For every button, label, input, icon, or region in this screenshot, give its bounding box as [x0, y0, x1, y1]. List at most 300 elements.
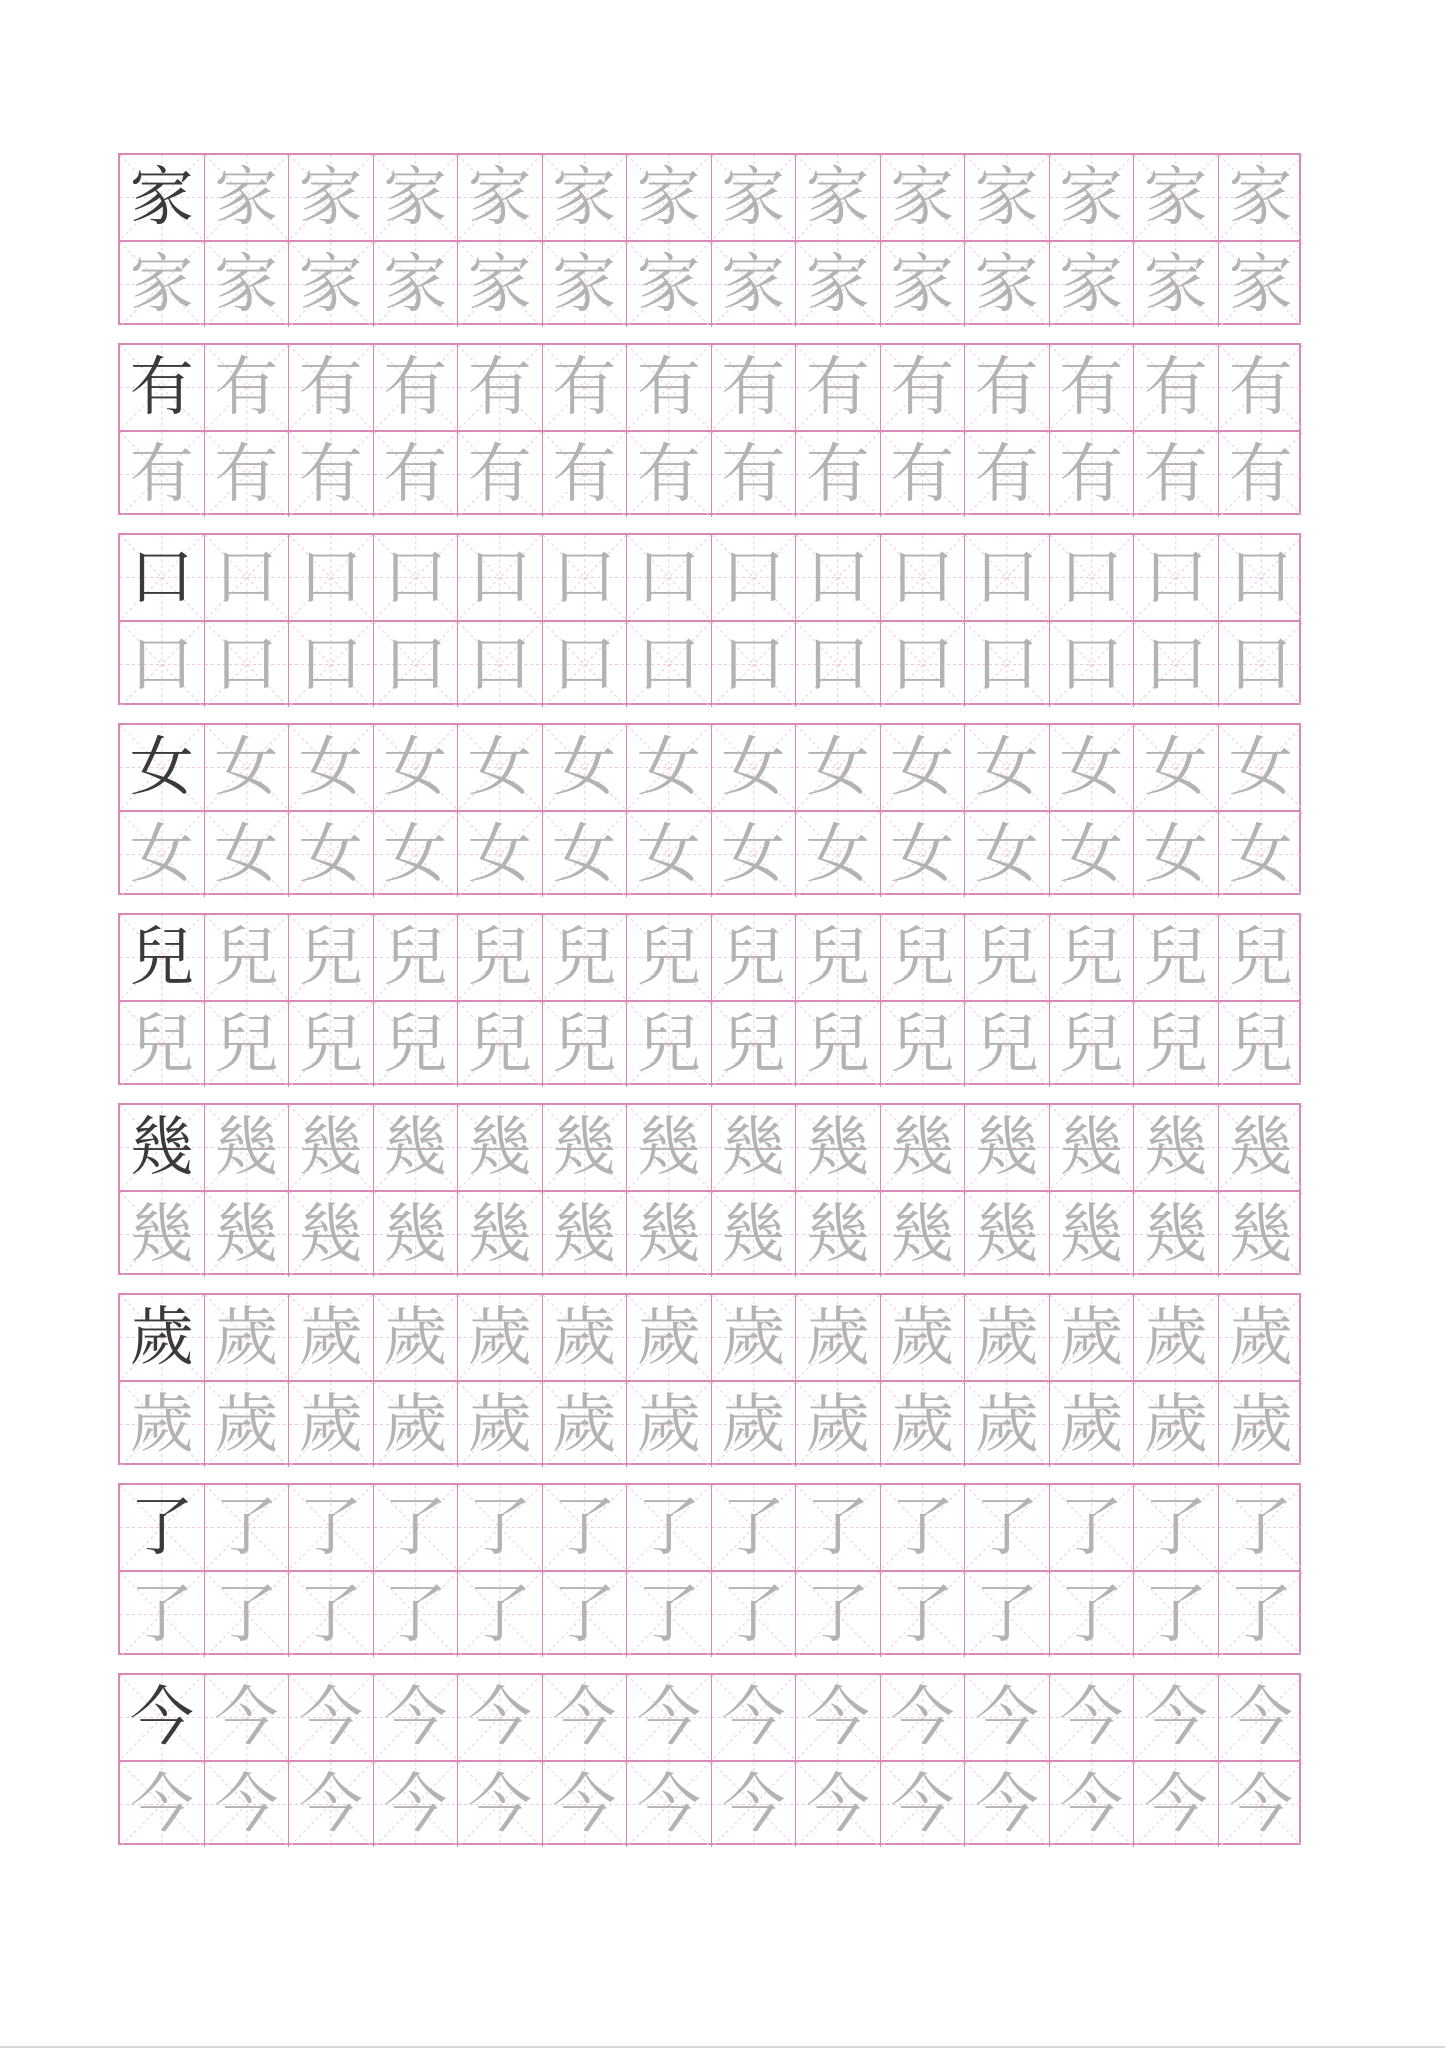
practice-cell[interactable] — [1219, 1485, 1304, 1570]
practice-cell[interactable] — [289, 1382, 374, 1467]
practice-cell[interactable] — [458, 1572, 543, 1657]
practice-cell[interactable] — [205, 812, 290, 897]
practice-cell[interactable] — [458, 1762, 543, 1847]
practice-cell[interactable] — [1219, 1572, 1304, 1657]
practice-cell[interactable] — [120, 1382, 205, 1467]
practice-cell[interactable] — [374, 535, 459, 620]
practice-cell[interactable] — [374, 812, 459, 897]
trace-character: 歲 — [129, 1387, 194, 1462]
trace-character: 歲 — [890, 1300, 955, 1375]
practice-cell[interactable] — [1219, 622, 1304, 707]
practice-cell[interactable] — [712, 432, 797, 517]
practice-cell[interactable] — [712, 622, 797, 707]
practice-cell[interactable] — [1219, 155, 1304, 240]
trace-character: 口 — [974, 540, 1039, 615]
practice-cell[interactable] — [627, 1572, 712, 1657]
practice-cell[interactable] — [289, 242, 374, 327]
practice-cell[interactable] — [712, 1002, 797, 1087]
practice-cell[interactable] — [712, 1192, 797, 1277]
practice-cell[interactable] — [881, 622, 966, 707]
practice-cell[interactable] — [458, 1675, 543, 1760]
practice-cell[interactable] — [458, 155, 543, 240]
practice-cell[interactable] — [796, 1762, 881, 1847]
practice-row — [120, 240, 1299, 327]
practice-cell[interactable] — [1134, 1295, 1219, 1380]
practice-cell[interactable] — [627, 1675, 712, 1760]
practice-cell[interactable] — [289, 1485, 374, 1570]
practice-cell[interactable] — [120, 1485, 205, 1570]
trace-character: 了 — [467, 1490, 532, 1565]
practice-cell[interactable] — [1050, 725, 1135, 810]
practice-cell[interactable] — [120, 242, 205, 327]
trace-character: 歲 — [721, 1300, 786, 1375]
practice-cell[interactable] — [965, 1382, 1050, 1467]
trace-character: 兒 — [214, 1007, 279, 1082]
practice-cell[interactable] — [1050, 535, 1135, 620]
trace-character: 家 — [298, 247, 363, 322]
practice-cell[interactable] — [458, 1382, 543, 1467]
practice-cell[interactable] — [712, 1762, 797, 1847]
practice-cell[interactable] — [965, 155, 1050, 240]
practice-cell[interactable] — [1219, 535, 1304, 620]
trace-character: 幾 — [552, 1197, 617, 1272]
practice-cell[interactable] — [965, 535, 1050, 620]
practice-cell[interactable] — [120, 725, 205, 810]
practice-cell[interactable] — [796, 1382, 881, 1467]
practice-cell[interactable] — [289, 1105, 374, 1190]
trace-character: 家 — [805, 160, 870, 235]
character-block — [118, 533, 1301, 705]
practice-cell[interactable] — [627, 915, 712, 1000]
practice-cell[interactable] — [543, 1675, 628, 1760]
practice-cell[interactable] — [881, 155, 966, 240]
trace-character: 口 — [467, 540, 532, 615]
practice-cell[interactable] — [1050, 1485, 1135, 1570]
practice-cell[interactable] — [289, 725, 374, 810]
practice-cell[interactable] — [627, 1002, 712, 1087]
practice-cell[interactable] — [120, 1762, 205, 1847]
practice-cell[interactable] — [1050, 812, 1135, 897]
practice-cell[interactable] — [1134, 1572, 1219, 1657]
practice-cell[interactable] — [374, 1002, 459, 1087]
practice-cell[interactable] — [289, 535, 374, 620]
practice-cell[interactable] — [712, 1382, 797, 1467]
practice-cell[interactable] — [120, 432, 205, 517]
practice-cell[interactable] — [1219, 915, 1304, 1000]
practice-cell[interactable] — [796, 535, 881, 620]
practice-cell[interactable] — [205, 242, 290, 327]
practice-cell[interactable] — [120, 1572, 205, 1657]
practice-cell[interactable] — [1134, 535, 1219, 620]
practice-cell[interactable] — [205, 432, 290, 517]
trace-character: 今 — [467, 1680, 532, 1755]
practice-cell[interactable] — [289, 345, 374, 430]
practice-cell[interactable] — [881, 535, 966, 620]
trace-character: 了 — [974, 1490, 1039, 1565]
practice-cell[interactable] — [712, 242, 797, 327]
practice-cell[interactable] — [1050, 1675, 1135, 1760]
practice-cell[interactable] — [205, 155, 290, 240]
trace-character: 女 — [467, 817, 532, 892]
practice-cell[interactable] — [1134, 1675, 1219, 1760]
practice-cell[interactable] — [120, 535, 205, 620]
practice-cell[interactable] — [1050, 1295, 1135, 1380]
practice-cell[interactable] — [627, 155, 712, 240]
trace-character: 兒 — [805, 920, 870, 995]
practice-cell[interactable] — [1134, 345, 1219, 430]
practice-cell[interactable] — [458, 812, 543, 897]
practice-cell[interactable] — [627, 622, 712, 707]
practice-cell[interactable] — [374, 155, 459, 240]
practice-cell[interactable] — [1050, 155, 1135, 240]
practice-cell[interactable] — [965, 1675, 1050, 1760]
practice-cell[interactable] — [881, 915, 966, 1000]
practice-cell[interactable] — [458, 725, 543, 810]
practice-cell[interactable] — [1219, 1762, 1304, 1847]
practice-cell[interactable] — [965, 1762, 1050, 1847]
practice-cell[interactable] — [712, 345, 797, 430]
practice-cell[interactable] — [543, 622, 628, 707]
practice-cell[interactable] — [712, 1105, 797, 1190]
practice-cell[interactable] — [543, 1002, 628, 1087]
practice-cell[interactable] — [205, 1762, 290, 1847]
practice-cell[interactable] — [881, 725, 966, 810]
practice-cell[interactable] — [1050, 1382, 1135, 1467]
practice-cell[interactable] — [712, 1485, 797, 1570]
practice-cell[interactable] — [1050, 1762, 1135, 1847]
practice-cell[interactable] — [1219, 1675, 1304, 1760]
practice-cell[interactable] — [543, 1382, 628, 1467]
practice-cell[interactable] — [1134, 1762, 1219, 1847]
trace-character: 了 — [214, 1490, 279, 1565]
practice-cell[interactable] — [796, 432, 881, 517]
practice-cell[interactable] — [965, 725, 1050, 810]
practice-cell[interactable] — [289, 1572, 374, 1657]
practice-cell[interactable] — [881, 345, 966, 430]
trace-character: 有 — [467, 350, 532, 425]
practice-cell[interactable] — [1219, 345, 1304, 430]
practice-cell[interactable] — [543, 1572, 628, 1657]
practice-cell[interactable] — [543, 1762, 628, 1847]
practice-cell[interactable] — [965, 1572, 1050, 1657]
practice-cell[interactable] — [374, 622, 459, 707]
practice-cell[interactable] — [712, 915, 797, 1000]
practice-cell[interactable] — [458, 1295, 543, 1380]
practice-cell[interactable] — [120, 345, 205, 430]
model-character: 口 — [129, 540, 194, 615]
trace-character: 歲 — [298, 1300, 363, 1375]
practice-cell[interactable] — [374, 1485, 459, 1570]
practice-cell[interactable] — [881, 1295, 966, 1380]
practice-cell[interactable] — [796, 1105, 881, 1190]
practice-cell[interactable] — [205, 1675, 290, 1760]
practice-cell[interactable] — [205, 1572, 290, 1657]
practice-cell[interactable] — [627, 1295, 712, 1380]
practice-cell[interactable] — [374, 432, 459, 517]
practice-cell[interactable] — [374, 1762, 459, 1847]
practice-cell[interactable] — [965, 1192, 1050, 1277]
practice-cell[interactable] — [796, 622, 881, 707]
practice-cell[interactable] — [374, 725, 459, 810]
practice-cell[interactable] — [796, 1485, 881, 1570]
practice-cell[interactable] — [120, 1192, 205, 1277]
practice-cell[interactable] — [965, 1485, 1050, 1570]
practice-cell[interactable] — [881, 1675, 966, 1760]
practice-cell[interactable] — [374, 1295, 459, 1380]
practice-cell[interactable] — [796, 812, 881, 897]
practice-cell[interactable] — [881, 1002, 966, 1087]
practice-cell[interactable] — [881, 1485, 966, 1570]
practice-cell[interactable] — [205, 1192, 290, 1277]
practice-cell[interactable] — [543, 432, 628, 517]
practice-cell[interactable] — [543, 1105, 628, 1190]
practice-cell[interactable] — [1219, 242, 1304, 327]
practice-cell[interactable] — [543, 242, 628, 327]
practice-cell[interactable] — [205, 1382, 290, 1467]
practice-cell[interactable] — [796, 1295, 881, 1380]
practice-cell[interactable] — [120, 1105, 205, 1190]
trace-character: 口 — [721, 627, 786, 702]
practice-cell[interactable] — [205, 1295, 290, 1380]
practice-cell[interactable] — [458, 432, 543, 517]
practice-cell[interactable] — [965, 622, 1050, 707]
practice-cell[interactable] — [1219, 432, 1304, 517]
practice-cell[interactable] — [1219, 1295, 1304, 1380]
practice-cell[interactable] — [1050, 242, 1135, 327]
practice-cell[interactable] — [627, 725, 712, 810]
practice-cell[interactable] — [374, 1105, 459, 1190]
practice-cell[interactable] — [1050, 1002, 1135, 1087]
trace-character: 今 — [1228, 1680, 1293, 1755]
practice-cell[interactable] — [458, 535, 543, 620]
practice-cell[interactable] — [1134, 622, 1219, 707]
practice-cell[interactable] — [712, 725, 797, 810]
practice-cell[interactable] — [1219, 812, 1304, 897]
practice-cell[interactable] — [712, 812, 797, 897]
practice-cell[interactable] — [458, 622, 543, 707]
practice-cell[interactable] — [796, 915, 881, 1000]
trace-character: 女 — [805, 817, 870, 892]
trace-character: 今 — [974, 1680, 1039, 1755]
practice-cell[interactable] — [289, 812, 374, 897]
trace-character: 家 — [467, 247, 532, 322]
practice-cell[interactable] — [205, 622, 290, 707]
practice-cell[interactable] — [543, 155, 628, 240]
practice-row — [120, 1675, 1299, 1760]
practice-cell[interactable] — [1219, 1002, 1304, 1087]
practice-cell[interactable] — [374, 1675, 459, 1760]
practice-cell[interactable] — [374, 915, 459, 1000]
practice-cell[interactable] — [796, 1002, 881, 1087]
practice-cell[interactable] — [881, 242, 966, 327]
model-character: 了 — [129, 1490, 194, 1565]
practice-cell[interactable] — [289, 915, 374, 1000]
practice-cell[interactable] — [712, 1295, 797, 1380]
practice-cell[interactable] — [796, 345, 881, 430]
practice-cell[interactable] — [881, 1382, 966, 1467]
practice-cell[interactable] — [458, 1192, 543, 1277]
trace-character: 歲 — [298, 1387, 363, 1462]
practice-cell[interactable] — [627, 812, 712, 897]
practice-cell[interactable] — [1219, 1105, 1304, 1190]
practice-cell[interactable] — [965, 242, 1050, 327]
practice-cell[interactable] — [1134, 1105, 1219, 1190]
practice-cell[interactable] — [289, 622, 374, 707]
practice-cell[interactable] — [543, 725, 628, 810]
practice-cell[interactable] — [458, 242, 543, 327]
practice-cell[interactable] — [205, 345, 290, 430]
practice-cell[interactable] — [120, 812, 205, 897]
practice-cell[interactable] — [627, 242, 712, 327]
practice-row — [120, 1295, 1299, 1380]
practice-cell[interactable] — [120, 1295, 205, 1380]
practice-cell[interactable] — [1050, 1572, 1135, 1657]
trace-character: 幾 — [636, 1110, 701, 1185]
practice-cell[interactable] — [1050, 1192, 1135, 1277]
practice-cell[interactable] — [796, 1675, 881, 1760]
practice-cell[interactable] — [120, 1002, 205, 1087]
practice-cell[interactable] — [458, 345, 543, 430]
practice-cell[interactable] — [543, 1485, 628, 1570]
trace-character: 幾 — [1228, 1197, 1293, 1272]
practice-cell[interactable] — [881, 1192, 966, 1277]
practice-cell[interactable] — [1050, 622, 1135, 707]
practice-cell[interactable] — [205, 1002, 290, 1087]
practice-cell[interactable] — [289, 1675, 374, 1760]
trace-character: 幾 — [1228, 1110, 1293, 1185]
practice-cell[interactable] — [1134, 1192, 1219, 1277]
practice-cell[interactable] — [881, 1762, 966, 1847]
practice-cell[interactable] — [1050, 345, 1135, 430]
practice-cell[interactable] — [627, 1762, 712, 1847]
practice-cell[interactable] — [627, 345, 712, 430]
practice-cell[interactable] — [796, 1572, 881, 1657]
practice-cell[interactable] — [374, 345, 459, 430]
trace-character: 今 — [890, 1680, 955, 1755]
practice-cell[interactable] — [1134, 155, 1219, 240]
practice-cell[interactable] — [1134, 915, 1219, 1000]
trace-character: 歲 — [552, 1300, 617, 1375]
practice-cell[interactable] — [965, 345, 1050, 430]
practice-cell[interactable] — [543, 1192, 628, 1277]
practice-cell[interactable] — [796, 725, 881, 810]
practice-cell[interactable] — [289, 432, 374, 517]
practice-cell[interactable] — [796, 155, 881, 240]
practice-cell[interactable] — [712, 535, 797, 620]
practice-cell[interactable] — [627, 1192, 712, 1277]
practice-cell[interactable] — [289, 1192, 374, 1277]
practice-cell[interactable] — [205, 725, 290, 810]
trace-character: 女 — [636, 817, 701, 892]
practice-cell[interactable] — [1134, 812, 1219, 897]
trace-character: 兒 — [298, 920, 363, 995]
practice-cell[interactable] — [1134, 725, 1219, 810]
practice-cell[interactable] — [543, 915, 628, 1000]
practice-cell[interactable] — [1134, 1382, 1219, 1467]
trace-character: 歲 — [1143, 1387, 1208, 1462]
practice-cell[interactable] — [458, 1105, 543, 1190]
practice-cell[interactable] — [1219, 725, 1304, 810]
practice-cell[interactable] — [289, 1295, 374, 1380]
practice-cell[interactable] — [627, 1485, 712, 1570]
practice-cell[interactable] — [543, 345, 628, 430]
practice-cell[interactable] — [543, 535, 628, 620]
practice-cell[interactable] — [458, 915, 543, 1000]
practice-row — [120, 725, 1299, 810]
practice-cell[interactable] — [1050, 1105, 1135, 1190]
practice-cell[interactable] — [543, 1295, 628, 1380]
practice-cell[interactable] — [120, 915, 205, 1000]
practice-cell[interactable] — [120, 155, 205, 240]
trace-character: 幾 — [1059, 1197, 1124, 1272]
practice-cell[interactable] — [627, 1382, 712, 1467]
practice-cell[interactable] — [712, 1675, 797, 1760]
practice-cell[interactable] — [881, 1105, 966, 1190]
practice-cell[interactable] — [1050, 915, 1135, 1000]
practice-cell[interactable] — [205, 1105, 290, 1190]
practice-cell[interactable] — [374, 1192, 459, 1277]
practice-cell[interactable] — [458, 1485, 543, 1570]
practice-cell[interactable] — [1219, 1192, 1304, 1277]
practice-cell[interactable] — [965, 812, 1050, 897]
practice-cell[interactable] — [881, 812, 966, 897]
practice-cell[interactable] — [120, 1675, 205, 1760]
trace-character: 了 — [298, 1577, 363, 1652]
practice-cell[interactable] — [965, 915, 1050, 1000]
practice-cell[interactable] — [796, 242, 881, 327]
trace-character: 今 — [1228, 1767, 1293, 1842]
practice-cell[interactable] — [374, 1382, 459, 1467]
practice-cell[interactable] — [289, 1762, 374, 1847]
trace-character: 家 — [1228, 247, 1293, 322]
practice-cell[interactable] — [458, 1002, 543, 1087]
practice-cell[interactable] — [205, 1485, 290, 1570]
practice-cell[interactable] — [205, 535, 290, 620]
trace-character: 幾 — [467, 1110, 532, 1185]
practice-cell[interactable] — [1134, 1485, 1219, 1570]
trace-character: 今 — [636, 1767, 701, 1842]
practice-cell[interactable] — [543, 812, 628, 897]
practice-cell[interactable] — [1134, 1002, 1219, 1087]
practice-cell[interactable] — [374, 1572, 459, 1657]
trace-character: 兒 — [467, 920, 532, 995]
practice-cell[interactable] — [1134, 242, 1219, 327]
practice-cell[interactable] — [881, 1572, 966, 1657]
practice-cell[interactable] — [1219, 1382, 1304, 1467]
practice-cell[interactable] — [965, 432, 1050, 517]
practice-cell[interactable] — [627, 535, 712, 620]
practice-cell[interactable] — [374, 242, 459, 327]
practice-cell[interactable] — [205, 915, 290, 1000]
trace-character: 兒 — [1228, 1007, 1293, 1082]
practice-cell[interactable] — [796, 1192, 881, 1277]
practice-cell[interactable] — [881, 432, 966, 517]
practice-cell[interactable] — [120, 622, 205, 707]
trace-character: 女 — [1228, 817, 1293, 892]
practice-cell[interactable] — [627, 1105, 712, 1190]
trace-character: 女 — [298, 817, 363, 892]
practice-cell[interactable] — [712, 1572, 797, 1657]
practice-cell[interactable] — [1134, 432, 1219, 517]
practice-cell[interactable] — [965, 1002, 1050, 1087]
practice-cell[interactable] — [965, 1295, 1050, 1380]
practice-cell[interactable] — [627, 432, 712, 517]
practice-cell[interactable] — [712, 155, 797, 240]
practice-cell[interactable] — [965, 1105, 1050, 1190]
practice-cell[interactable] — [1050, 432, 1135, 517]
practice-cell[interactable] — [289, 1002, 374, 1087]
practice-cell[interactable] — [289, 155, 374, 240]
